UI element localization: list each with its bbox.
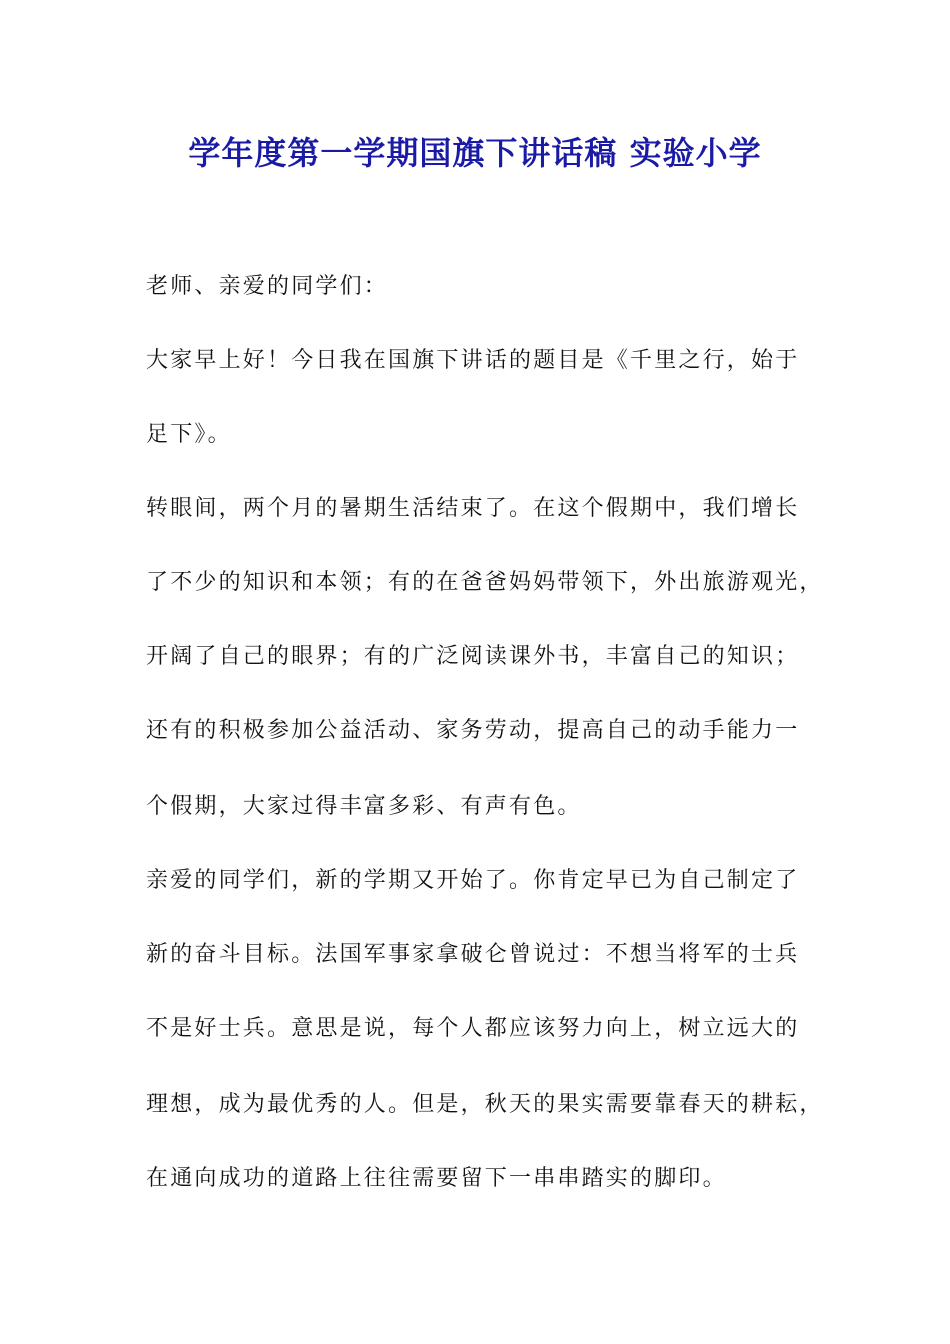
- paragraph-line: 不是好士兵。意思是说，每个人都应该努力向上，树立远大的: [146, 1016, 800, 1041]
- document-title: 学年度第一学期国旗下讲话稿 实验小学: [188, 134, 762, 172]
- paragraph-line: 足下》。: [146, 422, 232, 447]
- paragraph-line: 个假期，大家过得丰富多彩、有声有色。: [146, 794, 582, 819]
- paragraph-line: 在通向成功的道路上往往需要留下一串串踏实的脚印。: [146, 1166, 727, 1191]
- paragraph-line: 开阔了自己的眼界；有的广泛阅读课外书，丰富自己的知识；: [146, 644, 800, 669]
- paragraph-line: 转眼间，两个月的暑期生活结束了。在这个假期中，我们增长: [146, 496, 800, 521]
- paragraph-line: 新的奋斗目标。法国军事家拿破仑曾说过：不想当将军的士兵: [146, 942, 800, 967]
- paragraph-line: 了不少的知识和本领；有的在爸爸妈妈带领下，外出旅游观光，: [146, 570, 824, 595]
- paragraph-line: 理想，成为最优秀的人。但是，秋天的果实需要靠春天的耕耘，: [146, 1092, 824, 1117]
- paragraph-line-salutation: 老师、亲爱的同学们：: [146, 274, 389, 299]
- paragraph-line: 大家早上好！今日我在国旗下讲话的题目是《千里之行，始于: [146, 348, 800, 373]
- paragraph-line: 还有的积极参加公益活动、家务劳动，提高自己的动手能力一: [146, 718, 800, 743]
- paragraph-line: 亲爱的同学们，新的学期又开始了。你肯定早已为自己制定了: [146, 868, 800, 893]
